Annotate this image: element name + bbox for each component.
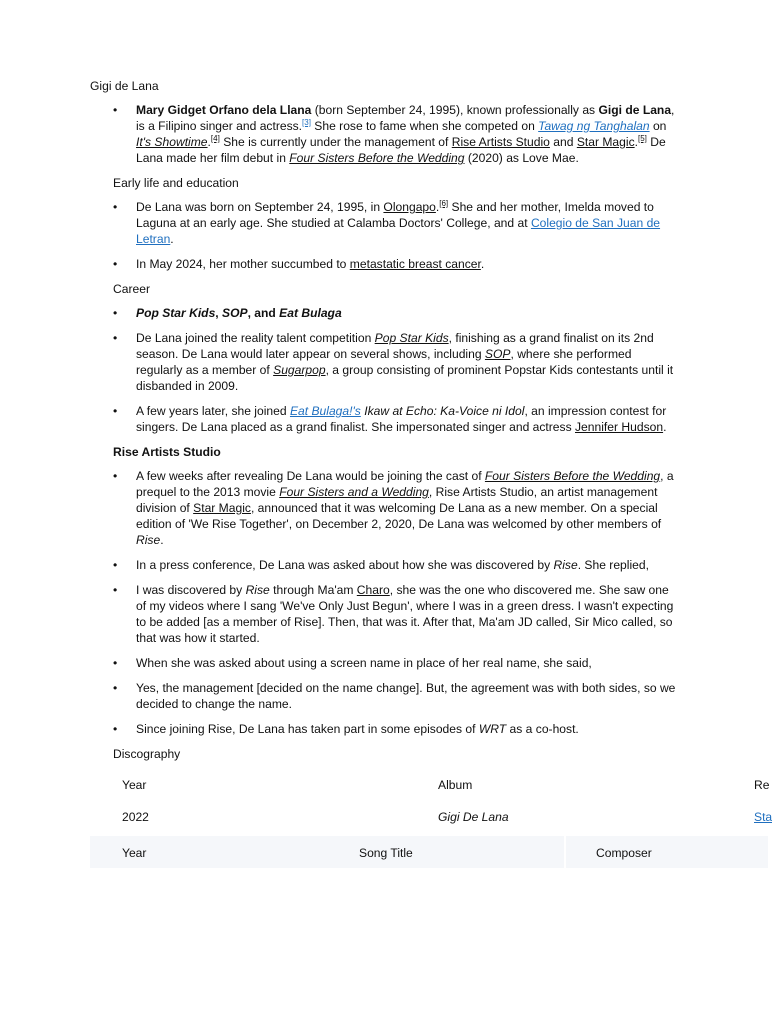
table-header-album: Album	[438, 778, 473, 792]
rise-list	[90, 468, 768, 737]
reference-3[interactable]: [3]	[302, 117, 311, 127]
list-item: • A few weeks after revealing De Lana would be joining the cast of Four Sisters Before the Wedding, a prequel to the 2013 movie Four Sisters and a Wedding, Rise Artists Studio, an artist management division of Star Magic, announced that it was welcoming De Lana as a new member. On a special edition of 'We Rise Together', on December 2, 2020, De Lana was welcomed by other members of Rise.	[90, 468, 676, 548]
list-item: • In a press conference, De Lana was asked about how she was discovered by Rise. She replied,	[90, 557, 676, 573]
link-its-showtime[interactable]: It's Showtime	[136, 135, 208, 149]
career-list	[90, 305, 768, 435]
table-header-song-title: Song Title	[359, 846, 413, 860]
list-item: • A few years later, she joined Eat Bulaga!'s Ikaw at Echo: Ka-Voice ni Idol, an impression contest for singers. De Lana placed as a grand finalist. She impersonated singer and actress Jennifer Hudson.	[90, 403, 676, 435]
list-item: • Since joining Rise, De Lana has taken part in some episodes of WRT as a co-host.	[90, 721, 676, 737]
link-eat-bulaga[interactable]: Eat Bulaga!'s	[289, 404, 361, 418]
link-jennifer-hudson[interactable]: Jennifer Hudson	[575, 420, 664, 434]
list-item: • De Lana was born on September 24, 1995, in Olongapo.[6] She and her mother, Imelda moved to Laguna at an early age. She studied at Calamba Doctors' College, and at Colegio de San Juan de Letran.	[90, 199, 676, 247]
link-charo[interactable]: Charo	[356, 583, 390, 597]
reference-6[interactable]: [6]	[439, 198, 449, 208]
songs-table	[90, 836, 768, 868]
link-tawag-ng-tanghalan[interactable]: Tawag ng Tanghalan	[538, 119, 650, 133]
link-star-magic[interactable]: Star Magic	[193, 501, 251, 515]
table-header-composer: Composer	[596, 846, 652, 860]
link-star-magic[interactable]: Star Magic	[576, 135, 635, 149]
reference-5[interactable]: [5]	[638, 133, 647, 143]
table-cell-label-link[interactable]: Sta	[754, 810, 772, 824]
section-heading-career: Career	[113, 282, 150, 296]
section-heading-discography: Discography	[113, 747, 181, 761]
section-heading-rise-artists-studio: Rise Artists Studio	[113, 445, 221, 459]
link-sugarpop[interactable]: Sugarpop	[273, 363, 326, 377]
table-header-label: Re	[754, 778, 770, 792]
intro-list	[90, 102, 768, 166]
stage-name: Gigi de Lana	[598, 103, 672, 117]
list-item: • In May 2024, her mother succumbed to metastatic breast cancer.	[90, 256, 676, 272]
quote-item: • I was discovered by Rise through Ma'am Charo, she was the one who discovered me. She saw one of my videos where I sang 'We've Only Just Begun', where I was in a green dress. I wasn't expecting to be added [as a member of Rise]. Then, that was it. After that, Ma'am JD called, Sir Mico called, so that was how it started.	[90, 582, 676, 646]
table-header-year: Year	[122, 778, 147, 792]
column-divider	[564, 836, 566, 868]
list-item: • De Lana joined the reality talent competition Pop Star Kids, finishing as a grand finalist on its 2nd season. De Lana would later appear on several shows, including SOP, where she performed regularly as a member of Sugarpop, a group consisting of prominent Popstar Kids contestants until it disbanded in 2009.	[90, 330, 676, 394]
subsection-heading-pop-star-kids: • Pop Star Kids, SOP, and Eat Bulaga	[90, 305, 676, 321]
link-pop-star-kids[interactable]: Pop Star Kids	[374, 331, 449, 345]
section-heading-early-life: Early life and education	[113, 176, 239, 190]
link-colegio-de-san-juan-de-letran[interactable]: Colegio de San Juan de Letran	[136, 216, 661, 246]
early-life-list	[90, 199, 768, 272]
table-cell-year: 2022	[122, 810, 149, 824]
link-four-sisters-and-a-wedding[interactable]: Four Sisters and a Wedding	[279, 485, 429, 499]
page-title: Gigi de Lana	[90, 79, 159, 93]
quote-item: • Yes, the management [decided on the name change]. But, the agreement was with both sides, so we decided to change the name.	[90, 680, 676, 712]
article	[90, 78, 772, 868]
full-name: Mary Gidget Orfano dela Llana	[136, 103, 312, 117]
intro-paragraph: • Mary Gidget Orfano dela Llana (born September 24, 1995), known professionally as Gigi de Lana, is a Filipino singer and actress.[3] She rose to fame when she competed on Tawag ng Tanghalan on It's Showtime.[4] She is currently under the management of Rise Artists Studio and Star Magic.[5] De Lana made her film debut in Four Sisters Before the Wedding (2020) as Love Mae.	[90, 102, 676, 166]
reference-4[interactable]: [4]	[210, 133, 220, 143]
list-item: • When she was asked about using a screen name in place of her real name, she said,	[90, 655, 676, 671]
link-sop[interactable]: SOP	[484, 347, 511, 361]
link-four-sisters-before-the-wedding[interactable]: Four Sisters Before the Wedding	[289, 151, 465, 165]
link-metastatic-breast-cancer[interactable]: metastatic breast cancer	[349, 257, 481, 271]
link-olongapo[interactable]: Olongapo	[383, 200, 436, 214]
albums-table	[90, 772, 772, 836]
table-cell-album: Gigi De Lana	[438, 810, 509, 824]
link-rise-artists-studio[interactable]: Rise Artists Studio	[451, 135, 550, 149]
table-header-year: Year	[122, 846, 147, 860]
link-four-sisters-before-the-wedding[interactable]: Four Sisters Before the Wedding	[484, 469, 661, 483]
